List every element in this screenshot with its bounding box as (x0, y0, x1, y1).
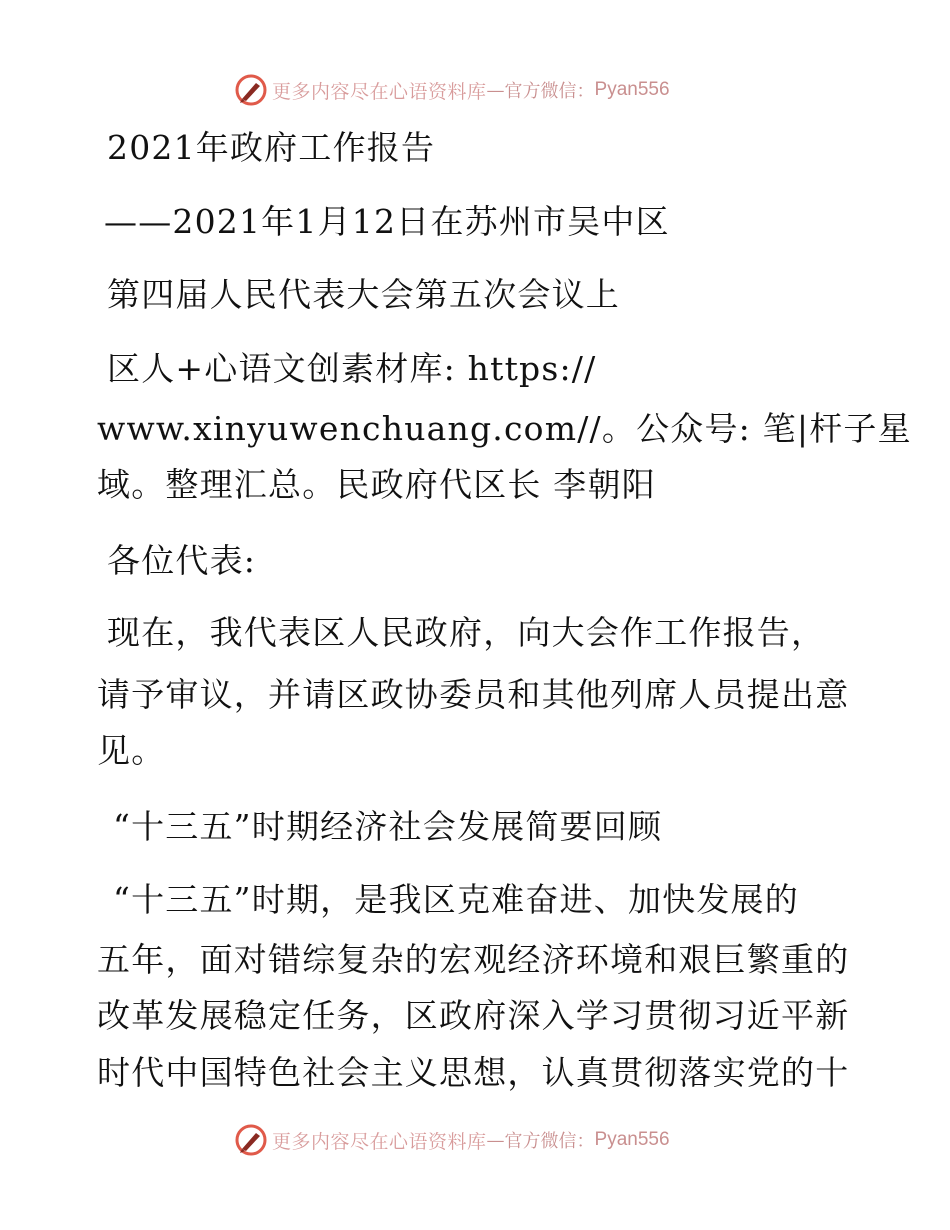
body-paragraph-line: 五年，面对错综复杂的宏观经济环境和艰巨繁重的 (97, 940, 850, 979)
watermark-footer (234, 1122, 670, 1158)
watermark-wechat-id: Pyan556 (594, 1129, 670, 1150)
watermark-header (234, 72, 670, 108)
watermark-wechat-label: 官方微信： (504, 81, 595, 102)
source-line: www.xinyuwenchuang.com//。公众号: 笔|杆子星 (97, 409, 912, 448)
watermark-main-text: 更多内容尽在心语资料库 (272, 80, 487, 103)
body-paragraph-line: “十三五”时期，是我区克难奋进、加快发展的 (113, 880, 799, 919)
body-paragraph-line: 改革发展稳定任务，区政府深入学习贯彻习近平新 (97, 996, 850, 1035)
watermark-wechat-id: Pyan556 (594, 79, 670, 100)
body-paragraph-line: 时代中国特色社会主义思想，认真贯彻落实党的十 (97, 1053, 850, 1092)
salutation: 各位代表: (107, 541, 257, 580)
intro-paragraph-line: 见。 (97, 731, 166, 770)
watermark-main-text: 更多内容尽在心语资料库 (272, 1130, 487, 1153)
watermark-separator: — (486, 79, 505, 101)
watermark-wechat-label: 官方微信： (504, 1131, 595, 1152)
source-line: 区人+心语文创素材库: https:// (107, 349, 597, 388)
pen-logo-icon (234, 73, 268, 107)
source-line: 域。整理汇总。民政府代区长 李朝阳 (97, 465, 656, 504)
section-heading: “十三五”时期经济社会发展简要回顾 (113, 807, 663, 846)
document-title: 2021年政府工作报告 (107, 128, 436, 167)
intro-paragraph-line: 现在，我代表区人民政府，向大会作工作报告， (107, 613, 826, 652)
watermark-separator: — (486, 1129, 505, 1151)
intro-paragraph-line: 请予审议，并请区政协委员和其他列席人员提出意 (97, 675, 850, 714)
document-subtitle-date: ——2021年1月12日在苏州市吴中区 (104, 202, 670, 241)
document-subtitle-meeting: 第四届人民代表大会第五次会议上 (107, 275, 620, 314)
pen-logo-icon (234, 1123, 268, 1157)
